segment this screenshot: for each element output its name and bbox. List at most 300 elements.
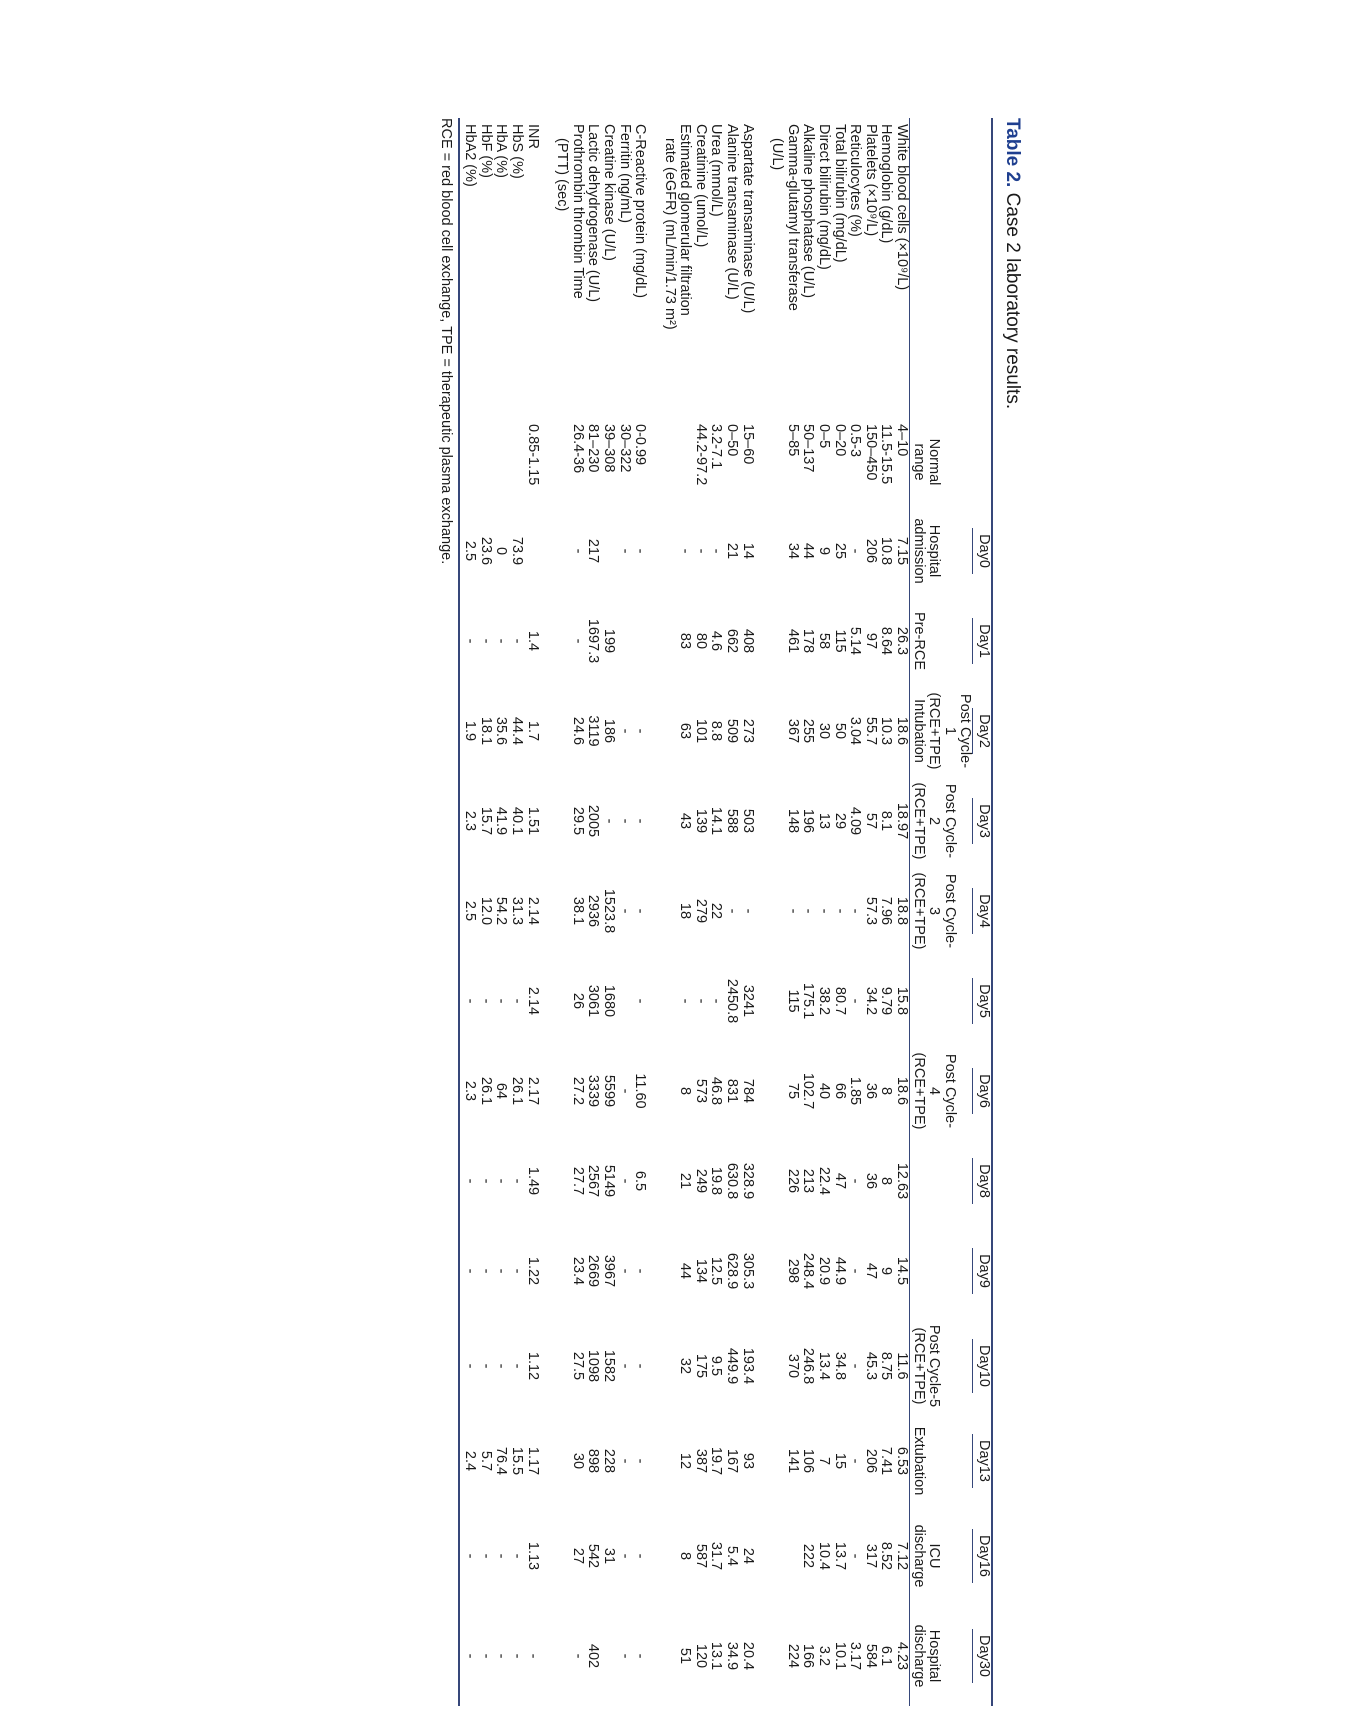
value-cell: 2.4: [459, 1416, 478, 1506]
header-day: [972, 1416, 992, 1506]
value-cell: 831: [724, 1078, 741, 1104]
value-cell: 5.4: [724, 1545, 741, 1567]
value-cell: 5149: [600, 1164, 617, 1198]
value-cell: 1680: [600, 984, 617, 1018]
value-cell: 38.1: [569, 896, 586, 926]
value-cell: -: [847, 908, 864, 914]
value-cell: 7.96: [878, 896, 895, 926]
value-cell: [600, 1606, 616, 1706]
table-body: [459, 118, 910, 1706]
parameter-label: Direct bilirubin (mg/dL): [816, 124, 833, 270]
header-event: [910, 1226, 973, 1316]
parameter-label: Creatinine (umol/L): [692, 124, 709, 248]
normal-range: [493, 418, 509, 506]
value-cell: 34.9: [724, 1641, 741, 1671]
value-cell: 106: [800, 1448, 817, 1474]
header-day-label: Day8: [972, 1158, 991, 1204]
parameter-name: [815, 118, 831, 418]
value-cell: 408: [739, 628, 756, 654]
header-day-label: Day5: [972, 978, 991, 1024]
parameter-label-cont: (U/L): [769, 138, 786, 171]
value-cell: 11.6: [894, 1352, 911, 1380]
value-cell: -: [692, 548, 709, 554]
header-event: Post Cycle-2 (RCE+TPE): [910, 776, 973, 866]
value-cell: 26.3: [894, 626, 911, 656]
header-event: Post Cycle-3 (RCE+TPE): [910, 866, 973, 956]
header-event: [910, 956, 973, 1046]
value-cell: 12.5: [708, 1256, 725, 1286]
value-cell: -: [847, 1363, 864, 1369]
parameter-name: [708, 118, 724, 418]
value-cell: 1.12: [524, 1351, 541, 1381]
value-cell: -: [632, 548, 649, 554]
header-event: Post Cycle-5 (RCE+TPE): [910, 1316, 973, 1416]
parameter-label: Aspartate transaminase (U/L): [739, 124, 756, 314]
value-cell: 102.7: [800, 1072, 817, 1110]
table-row: [847, 118, 863, 1706]
value-cell: 12.63: [894, 1162, 911, 1200]
value-cell: 1.22: [524, 1256, 541, 1286]
parameter-name: [524, 118, 540, 418]
value-cell: 10.1: [831, 1641, 848, 1671]
parameter-name: [459, 118, 478, 418]
value-cell: -: [677, 998, 694, 1004]
value-cell: 80.7: [831, 986, 848, 1016]
value-cell: -: [616, 728, 633, 734]
value-cell: 3119: [585, 715, 602, 747]
value-cell: 217: [585, 538, 602, 564]
value-cell: 587: [692, 1543, 709, 1569]
value-cell: 3339: [585, 1074, 602, 1108]
value-cell: -: [632, 728, 649, 734]
value-cell: -: [739, 908, 756, 914]
gap-cell: [647, 118, 661, 1706]
value-cell: 31.3: [508, 896, 525, 926]
value-cell: -: [616, 1178, 633, 1184]
value-cell: 30: [816, 722, 833, 740]
header-blank: [972, 118, 992, 418]
value-cell: -: [632, 1653, 649, 1659]
value-cell: 662: [724, 628, 741, 654]
value-cell: 8: [878, 1086, 895, 1096]
value-cell: 27.5: [569, 1351, 586, 1381]
value-cell: 1.51: [524, 806, 541, 836]
value-cell: 27.2: [569, 1076, 586, 1106]
value-cell: -: [632, 998, 649, 1004]
value-cell: 54.2: [493, 896, 510, 926]
value-cell: 30: [569, 1452, 586, 1470]
value-cell: 8.75: [878, 1351, 895, 1381]
header-day: [972, 866, 992, 956]
table-row: [632, 118, 648, 1706]
value-cell: -: [616, 908, 633, 914]
value-cell: 0: [493, 546, 510, 556]
value-cell: 19.7: [708, 1446, 725, 1476]
value-cell: 784: [739, 1078, 756, 1104]
value-cell: [616, 596, 632, 686]
value-cell: -: [569, 1653, 586, 1659]
value-cell: [524, 506, 540, 596]
value-cell: -: [800, 908, 817, 914]
parameter-name: [554, 118, 585, 418]
value-cell: 18.6: [894, 1076, 911, 1106]
value-cell: 186: [600, 718, 617, 744]
value-cell: 26: [569, 992, 586, 1010]
parameter-label-cont: rate (eGFR) (mL/min/1.73 m²): [661, 138, 678, 330]
value-cell: 20.4: [739, 1641, 756, 1671]
value-cell: 32: [677, 1357, 694, 1375]
table-header: [910, 118, 992, 1706]
value-cell: 588: [724, 808, 741, 834]
table-row: [508, 118, 524, 1706]
value-cell: 21: [724, 542, 741, 560]
header-event: Hospital discharge: [910, 1606, 973, 1706]
gap-cell: [755, 118, 769, 1706]
table-row: [708, 118, 724, 1706]
value-cell: -: [847, 1178, 864, 1184]
value-cell: -: [493, 1653, 510, 1659]
value-cell: 22: [708, 902, 725, 920]
header-event: Post Cycle-4 (RCE+TPE): [910, 1046, 973, 1136]
value-cell: -: [493, 1363, 510, 1369]
value-cell: -: [708, 548, 725, 554]
value-cell: [632, 596, 648, 686]
value-cell: -: [632, 1553, 649, 1559]
value-cell: 73.9: [508, 536, 525, 566]
value-cell: -: [847, 998, 864, 1004]
value-cell: 8.8: [708, 720, 725, 742]
table-row: [878, 118, 894, 1706]
value-cell: 23.6: [477, 536, 494, 566]
value-cell: 298: [784, 1258, 801, 1284]
table-row: [616, 118, 632, 1706]
table-row: [477, 118, 493, 1706]
value-cell: 2.3: [459, 1046, 478, 1136]
parameter-name: [831, 118, 847, 418]
value-cell: -: [616, 1088, 633, 1094]
value-cell: 24.6: [569, 716, 586, 746]
value-cell: 31.7: [708, 1541, 725, 1571]
value-cell: 22.4: [816, 1166, 833, 1196]
parameter-label: Hemoglobin (g/dL): [878, 124, 895, 244]
value-cell: -: [616, 1363, 633, 1369]
value-cell: 29: [831, 812, 848, 830]
normal-range: 0.5-3: [847, 424, 864, 458]
header-day-label: Day4: [972, 888, 991, 934]
value-cell: 43: [677, 812, 694, 830]
value-cell: 75: [784, 1082, 801, 1100]
header-blank: [972, 418, 992, 506]
value-cell: -: [847, 1458, 864, 1464]
table-row: [524, 118, 540, 1706]
value-cell: 26.1: [508, 1076, 525, 1106]
value-cell: 18: [677, 902, 694, 920]
value-cell: 246.8: [800, 1347, 817, 1385]
value-cell: 1098: [585, 1349, 602, 1383]
table-row: [724, 118, 740, 1706]
parameter-label: HbF (%): [477, 124, 494, 178]
value-cell: -: [477, 638, 494, 644]
value-cell: 15.8: [894, 986, 911, 1016]
table-row: [554, 118, 585, 1706]
value-cell: 2567: [585, 1164, 602, 1198]
value-cell: -: [459, 1606, 478, 1706]
value-cell: [616, 956, 632, 1046]
table-row: [585, 118, 601, 1706]
value-cell: -: [708, 998, 725, 1004]
header-day-label: Day1: [972, 618, 991, 664]
value-cell: 206: [862, 1448, 879, 1474]
parameter-name: [493, 118, 509, 418]
value-cell: 213: [800, 1168, 817, 1194]
value-cell: 14.5: [894, 1256, 911, 1286]
value-cell: 24: [739, 1547, 756, 1565]
value-cell: 57.3: [862, 896, 879, 926]
value-cell: -: [569, 638, 586, 644]
value-cell: [600, 506, 616, 596]
row-gap: [755, 118, 769, 1706]
parameter-name: [616, 118, 632, 418]
value-cell: 21: [677, 1172, 694, 1190]
value-cell: 15.7: [477, 806, 494, 836]
value-cell: 166: [800, 1643, 817, 1669]
value-cell: -: [508, 998, 525, 1004]
normal-range: [508, 418, 524, 506]
value-cell: 387: [692, 1448, 709, 1474]
value-cell: 134: [692, 1258, 709, 1284]
value-cell: -: [477, 998, 494, 1004]
parameter-name: [692, 118, 708, 418]
value-cell: 44.9: [831, 1256, 848, 1286]
value-cell: -: [459, 956, 478, 1046]
value-cell: 13.4: [816, 1351, 833, 1381]
caption-title: Case 2 laboratory results.: [1002, 192, 1023, 410]
value-cell: 3.2: [816, 1645, 833, 1667]
value-cell: 248.4: [800, 1252, 817, 1290]
value-cell: 175: [692, 1353, 709, 1379]
value-cell: 76.4: [493, 1446, 510, 1476]
value-cell: 46.8: [708, 1076, 725, 1106]
header-event: Hospital admission: [910, 506, 973, 596]
table-row: [831, 118, 847, 1706]
value-cell: 141: [784, 1448, 801, 1474]
table-row: [661, 118, 692, 1706]
value-cell: 93: [739, 1452, 756, 1470]
value-cell: -: [847, 1268, 864, 1274]
normal-range: 0–20: [831, 424, 848, 457]
value-cell: 9.79: [878, 986, 895, 1016]
value-cell: 36: [862, 1082, 879, 1100]
value-cell: 402: [585, 1643, 602, 1669]
value-cell: -: [600, 818, 617, 824]
value-cell: -: [459, 1136, 478, 1226]
parameter-label: Platelets (×10⁹/L): [862, 124, 879, 237]
header-event-row: [910, 118, 973, 1706]
value-cell: 1523.8: [600, 888, 617, 934]
value-cell: 148: [784, 808, 801, 834]
value-cell: 20.9: [816, 1256, 833, 1286]
value-cell: 44: [800, 542, 817, 560]
value-cell: 199: [600, 628, 617, 654]
value-cell: 8: [677, 1551, 694, 1561]
value-cell: 509: [724, 718, 741, 744]
value-cell: -: [508, 638, 525, 644]
header-event: Extubation: [910, 1416, 973, 1506]
value-cell: 139: [692, 808, 709, 834]
value-cell: 9: [878, 1266, 895, 1276]
value-cell: -: [493, 998, 510, 1004]
value-cell: 8: [677, 1086, 694, 1096]
value-cell: -: [692, 998, 709, 1004]
value-cell: -: [493, 1178, 510, 1184]
normal-range: 11.5-15.5: [878, 424, 895, 485]
value-cell: 1582: [600, 1349, 617, 1383]
header-normal-range: Normal range: [910, 418, 973, 506]
normal-range: [661, 418, 692, 506]
value-cell: 1.13: [524, 1541, 541, 1571]
parameter-label: Estimated glomerular filtration: [677, 124, 694, 316]
value-cell: -: [616, 1458, 633, 1464]
value-cell: 167: [724, 1448, 741, 1474]
value-cell: 40.1: [508, 806, 525, 836]
value-cell: -: [616, 548, 633, 554]
value-cell: 58: [816, 632, 833, 650]
value-cell: 2.14: [524, 896, 541, 926]
header-event: Pre-RCE: [910, 596, 973, 686]
normal-range: [477, 418, 493, 506]
value-cell: 9.5: [708, 1355, 725, 1377]
value-cell: -: [569, 548, 586, 554]
normal-range: 0–50: [724, 424, 741, 457]
header-day: [972, 506, 992, 596]
parameter-label: Lactic dehydrogenase (U/L): [585, 124, 602, 303]
parameter-label: Creatine kinase (U/L): [600, 124, 617, 261]
parameter-name: [632, 118, 648, 418]
value-cell: -: [847, 1553, 864, 1559]
parameter-label: Urea (mmol/L): [708, 124, 725, 217]
value-cell: -: [459, 1226, 478, 1316]
value-cell: 6.1: [878, 1645, 895, 1667]
value-cell: 13: [816, 812, 833, 830]
value-cell: 83: [677, 632, 694, 650]
header-day-label: Day30: [972, 1629, 991, 1683]
normal-range: 26.4-36: [569, 424, 586, 474]
value-cell: -: [616, 1653, 633, 1659]
value-cell: -: [847, 548, 864, 554]
value-cell: 120: [692, 1643, 709, 1669]
value-cell: 3061: [585, 984, 602, 1018]
value-cell: 35.6: [493, 716, 510, 746]
normal-range: 0–5: [816, 424, 833, 449]
value-cell: 26.1: [477, 1076, 494, 1106]
value-cell: 2.17: [524, 1076, 541, 1106]
value-cell: 224: [784, 1643, 801, 1669]
value-cell: -: [493, 1268, 510, 1274]
value-cell: -: [616, 1268, 633, 1274]
value-cell: 14: [739, 542, 756, 560]
value-cell: 18.1: [477, 716, 494, 746]
value-cell: 1.17: [524, 1446, 541, 1476]
value-cell: 2.5: [459, 506, 478, 596]
value-cell: 34.2: [862, 986, 879, 1016]
value-cell: -: [616, 818, 633, 824]
value-cell: 7.12: [894, 1541, 911, 1571]
header-day: [972, 596, 992, 686]
value-cell: 279: [692, 898, 709, 924]
header-day: [972, 1316, 992, 1416]
value-cell: -: [632, 818, 649, 824]
value-cell: 6.5: [632, 1170, 649, 1192]
normal-range: 3.2-7.1: [708, 424, 725, 470]
value-cell: -: [459, 1506, 478, 1606]
parameter-label: Ferritin (ng/mL): [616, 124, 633, 224]
value-cell: 13.7: [831, 1541, 848, 1571]
value-cell: 10.8: [878, 536, 895, 566]
value-cell: 7.15: [894, 536, 911, 566]
parameter-name: [585, 118, 601, 418]
header-day: [972, 686, 992, 776]
value-cell: -: [508, 1268, 525, 1274]
parameter-name: [893, 118, 909, 418]
header-day-label: Day16: [972, 1529, 991, 1583]
value-cell: 4.23: [894, 1641, 911, 1671]
value-cell: 11.60: [632, 1073, 649, 1109]
value-cell: 273: [739, 718, 756, 744]
normal-range: [459, 418, 478, 506]
value-cell: 29.5: [569, 806, 586, 836]
value-cell: 41.9: [493, 806, 510, 836]
value-cell: 44.4: [508, 716, 525, 746]
parameter-name: [800, 118, 816, 418]
value-cell: 5.7: [477, 1450, 494, 1472]
table-row: [692, 118, 708, 1706]
value-cell: 50: [831, 722, 848, 740]
parameter-label: Gamma-glutamyl transferase: [784, 124, 801, 311]
value-cell: 317: [862, 1543, 879, 1569]
value-cell: 1.7: [524, 720, 541, 742]
value-cell: 10.4: [816, 1541, 833, 1571]
normal-range: 5–85: [784, 424, 801, 457]
value-cell: 12.0: [477, 896, 494, 926]
caption-label: Table 2.: [1002, 118, 1023, 188]
header-day-row: [972, 118, 992, 1706]
value-cell: 8.1: [878, 810, 895, 832]
value-cell: 2669: [585, 1254, 602, 1288]
value-cell: 63: [677, 722, 694, 740]
header-event: Post Cycle-1 (RCE+TPE) Intubation: [910, 686, 973, 776]
value-cell: 2936: [585, 894, 602, 928]
value-cell: 8.64: [878, 626, 895, 656]
value-cell: 27: [569, 1547, 586, 1565]
value-cell: -: [508, 1553, 525, 1559]
value-cell: 18.97: [894, 802, 911, 840]
lab-results-table: [458, 118, 993, 1706]
value-cell: 36: [862, 1172, 879, 1190]
value-cell: 45.3: [862, 1351, 879, 1381]
value-cell: 249: [692, 1168, 709, 1194]
header-day-label: Day2: [972, 708, 991, 754]
value-cell: 196: [800, 808, 817, 834]
header-day: [972, 1046, 992, 1136]
row-gap: [540, 118, 554, 1706]
value-cell: 2.5: [459, 866, 478, 956]
parameter-label: White blood cells (×10⁹/L): [894, 124, 911, 291]
parameter-name: [600, 118, 616, 418]
value-cell: -: [477, 1653, 494, 1659]
value-cell: 44: [677, 1262, 694, 1280]
value-cell: 449.9: [724, 1347, 741, 1385]
table-row: [862, 118, 878, 1706]
